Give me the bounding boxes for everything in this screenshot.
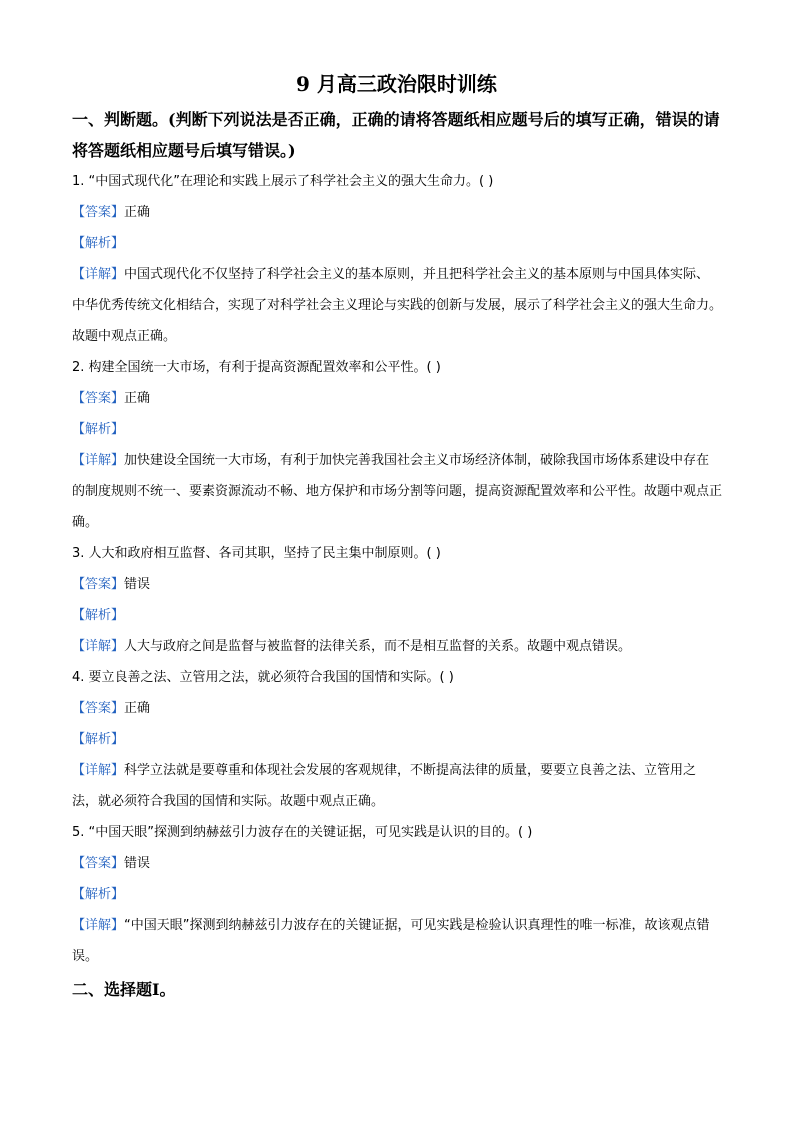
analysis-tag: 【解析】 [72, 608, 125, 623]
detail-text: 中国式现代化不仅坚持了科学社会主义的基本原则，并且把科学社会主义的基本原则与中国具体实际、中华优秀传统文化相结合，实现了对科学社会主义理论与实践的创新与发展，展示了科学社会主义的强大生命力。故题中观点正确。 [72, 267, 723, 344]
answer-line [72, 197, 722, 228]
answer-tag: 【答案】 [72, 391, 125, 406]
question-block [72, 817, 722, 972]
answer-tag: 【答案】 [72, 701, 125, 716]
answer-line [72, 383, 722, 414]
question-block [72, 662, 722, 817]
answer-value: 错误 [124, 577, 151, 592]
detail-paragraph [72, 445, 722, 538]
question-stem: 3. 人大和政府相互监督、各司其职，坚持了民主集中制原则。( ) [72, 546, 441, 561]
detail-tag: 【详解】 [72, 267, 125, 282]
question-block [72, 166, 722, 352]
answer-line [72, 693, 722, 724]
analysis-tag: 【解析】 [72, 732, 125, 747]
section-heading-judgment: 一、判断题。(判断下列说法是否正确，正确的请将答题纸相应题号后的填写正确，错误的请将答题纸相应题号后填写错误。) [72, 110, 720, 160]
answer-line [72, 848, 722, 879]
analysis-line [72, 724, 722, 755]
document-body [72, 104, 722, 1005]
detail-text: “中国天眼”探测到纳赫兹引力波存在的关键证据，可见实践是检验认识真理性的唯一标准，故该观点错误。 [72, 918, 710, 964]
detail-tag: 【详解】 [72, 763, 125, 778]
detail-paragraph [72, 910, 722, 972]
analysis-line [72, 879, 722, 910]
detail-paragraph [72, 259, 722, 352]
answer-tag: 【答案】 [72, 856, 125, 871]
detail-tag: 【详解】 [72, 918, 125, 933]
analysis-line [72, 414, 722, 445]
detail-text: 人大与政府之间是监督与被监督的法律关系，而不是相互监督的关系。故题中观点错误。 [124, 639, 632, 654]
detail-text: 加快建设全国统一大市场，有利于加快完善我国社会主义市场经济体制，破除我国市场体系建设中存在的制度规则不统一、要素资源流动不畅、地方保护和市场分割等问题，提高资源配置效率和公平性。故题中观点正确。 [72, 453, 723, 530]
detail-paragraph [72, 631, 722, 662]
question-block [72, 538, 722, 662]
section-heading-choice: 二、选择题Ⅰ。 [72, 980, 176, 999]
question-stem: 4. 要立良善之法、立管用之法，就必须符合我国的国情和实际。( ) [72, 670, 454, 685]
question-stem: 2. 构建全国统一大市场，有利于提高资源配置效率和公平性。( ) [72, 360, 441, 375]
detail-text: 科学立法就是要尊重和体现社会发展的客观规律，不断提高法律的质量，要要立良善之法、立管用之法，就必须符合我国的国情和实际。故题中观点正确。 [72, 763, 697, 809]
answer-value: 正确 [124, 391, 151, 406]
answer-value: 正确 [124, 205, 151, 220]
answer-value: 错误 [124, 856, 151, 871]
analysis-tag: 【解析】 [72, 422, 125, 437]
detail-tag: 【详解】 [72, 453, 125, 468]
detail-paragraph [72, 755, 722, 817]
analysis-line [72, 228, 722, 259]
answer-value: 正确 [124, 701, 151, 716]
question-block [72, 352, 722, 538]
detail-tag: 【详解】 [72, 639, 125, 654]
question-stem: 5. “中国天眼”探测到纳赫兹引力波存在的关键证据，可见实践是认识的目的。( ) [72, 825, 533, 840]
analysis-tag: 【解析】 [72, 887, 125, 902]
page-title: 9 月高三政治限时训练 [296, 72, 497, 96]
answer-tag: 【答案】 [72, 577, 125, 592]
question-stem: 1. “中国式现代化”在理论和实践上展示了科学社会主义的强大生命力。( ) [72, 174, 494, 189]
answer-line [72, 569, 722, 600]
analysis-line [72, 600, 722, 631]
analysis-tag: 【解析】 [72, 236, 125, 251]
answer-tag: 【答案】 [72, 205, 125, 220]
